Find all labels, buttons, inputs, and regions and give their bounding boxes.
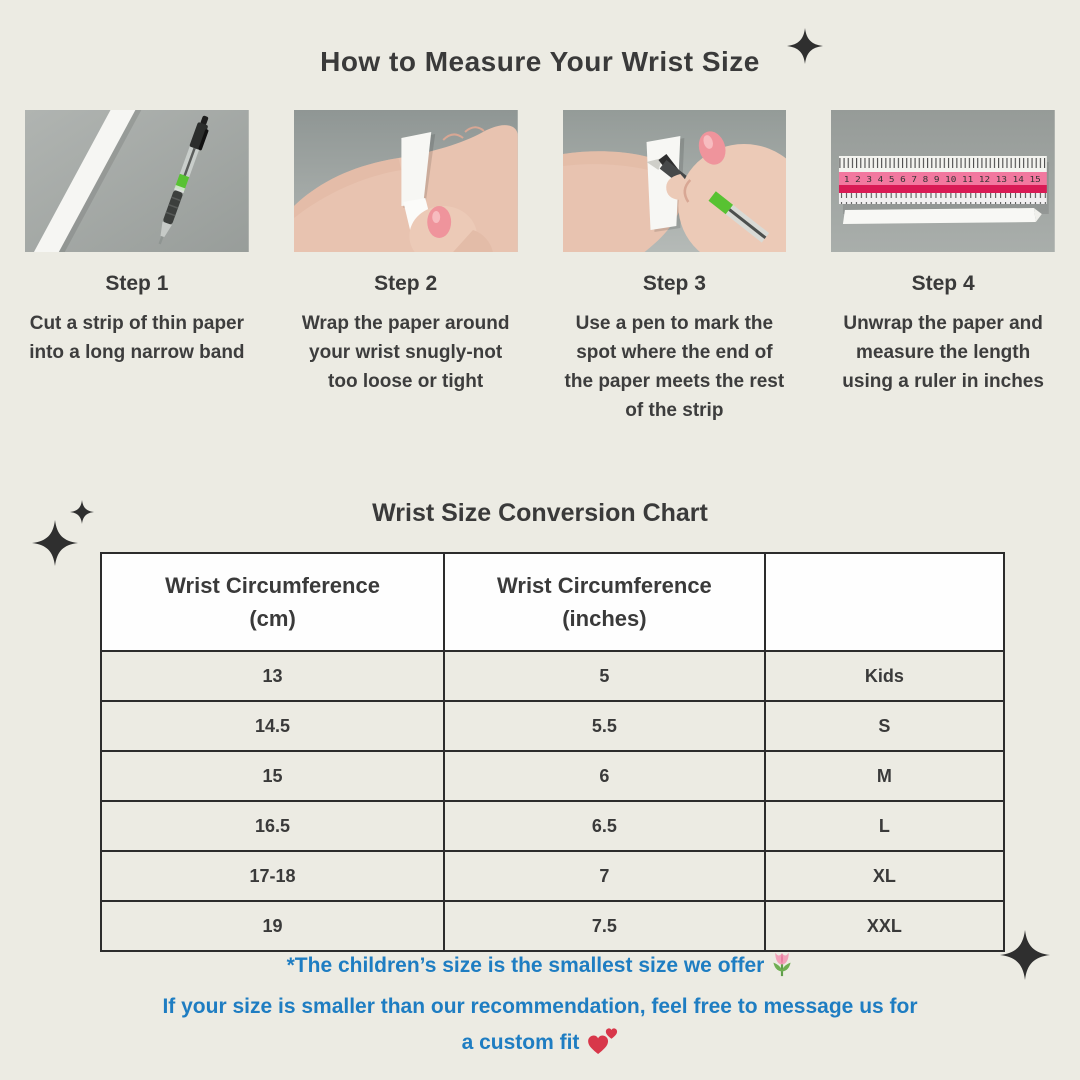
table-row <box>101 651 1004 701</box>
header-inches <box>444 553 765 651</box>
cell-inches: 6 <box>444 751 765 801</box>
cell-size: XXL <box>765 901 1004 951</box>
footer-line3-text: a custom fit <box>461 1031 580 1054</box>
table-row <box>101 901 1004 951</box>
cell-size: M <box>765 751 1004 801</box>
steps-row <box>25 110 1055 425</box>
ruler-icon <box>839 156 1047 204</box>
step-column-4 <box>831 110 1055 425</box>
step-label: Step 1 <box>105 272 169 295</box>
cell-inches: 5.5 <box>444 701 765 751</box>
step-description: Unwrap the paper and measure the length using a ruler in inches <box>842 313 1044 392</box>
step4-photo-ruler-measure <box>831 110 1055 252</box>
two-hearts-emoji-icon <box>586 1027 618 1066</box>
chart-title: Wrist Size Conversion Chart <box>372 499 708 527</box>
header-inches-line1: Wrist Circumference <box>497 573 712 598</box>
footer-note <box>0 948 1080 1066</box>
conversion-table <box>100 552 1005 952</box>
footer-line1-text: *The children’s size is the smallest size we offer <box>286 954 765 977</box>
header-cm <box>101 553 444 651</box>
step2-photo-wrap-wrist <box>294 110 518 252</box>
sparkle-icon <box>1000 930 1050 980</box>
step-label: Step 3 <box>642 272 706 295</box>
step-column-1 <box>25 110 249 425</box>
step-description: Use a pen to mark the spot where the end of the paper meets the rest of the strip <box>564 313 785 421</box>
footer-line-3 <box>0 1025 1080 1066</box>
header-cm-line2: (cm) <box>249 606 296 631</box>
cell-inches: 5 <box>444 651 765 701</box>
sparkle-icon <box>787 26 823 66</box>
step-column-3 <box>563 110 787 425</box>
table-header-row <box>101 553 1004 651</box>
step3-photo-mark-with-pen <box>563 110 787 252</box>
cell-size: Kids <box>765 651 1004 701</box>
cell-inches: 7 <box>444 851 765 901</box>
cell-cm: 13 <box>101 651 444 701</box>
step-description: Wrap the paper around your wrist snugly-not too loose or tight <box>301 313 510 392</box>
table-row <box>101 851 1004 901</box>
step-column-2 <box>294 110 518 425</box>
table-row <box>101 701 1004 751</box>
header-size-empty <box>765 553 1004 651</box>
table-row <box>101 801 1004 851</box>
table-row <box>101 751 1004 801</box>
header-cm-line1: Wrist Circumference <box>165 573 380 598</box>
footer-line-1 <box>0 948 1080 989</box>
cell-cm: 15 <box>101 751 444 801</box>
cell-cm: 16.5 <box>101 801 444 851</box>
header-inches-line2: (inches) <box>562 606 647 631</box>
paper-strip-icon <box>843 208 1036 224</box>
step1-photo-paper-and-pen <box>25 110 249 252</box>
cell-size: XL <box>765 851 1004 901</box>
cell-size: L <box>765 801 1004 851</box>
cell-inches: 6.5 <box>444 801 765 851</box>
page-title: How to Measure Your Wrist Size <box>320 46 760 77</box>
cell-inches: 7.5 <box>444 901 765 951</box>
footer-line-2: If your size is smaller than our recommendation, feel free to message us for <box>162 995 918 1018</box>
tulip-emoji-icon <box>771 950 793 989</box>
ruler-numbers: 1 2 3 4 5 6 7 8 9 10 11 12 13 14 15 <box>844 174 1042 185</box>
cell-size: S <box>765 701 1004 751</box>
step-label: Step 2 <box>374 272 438 295</box>
cell-cm: 17-18 <box>101 851 444 901</box>
step-description: Cut a strip of thin paper into a long narrow band <box>29 313 245 363</box>
cell-cm: 19 <box>101 901 444 951</box>
cell-cm: 14.5 <box>101 701 444 751</box>
step-label: Step 4 <box>911 272 975 295</box>
